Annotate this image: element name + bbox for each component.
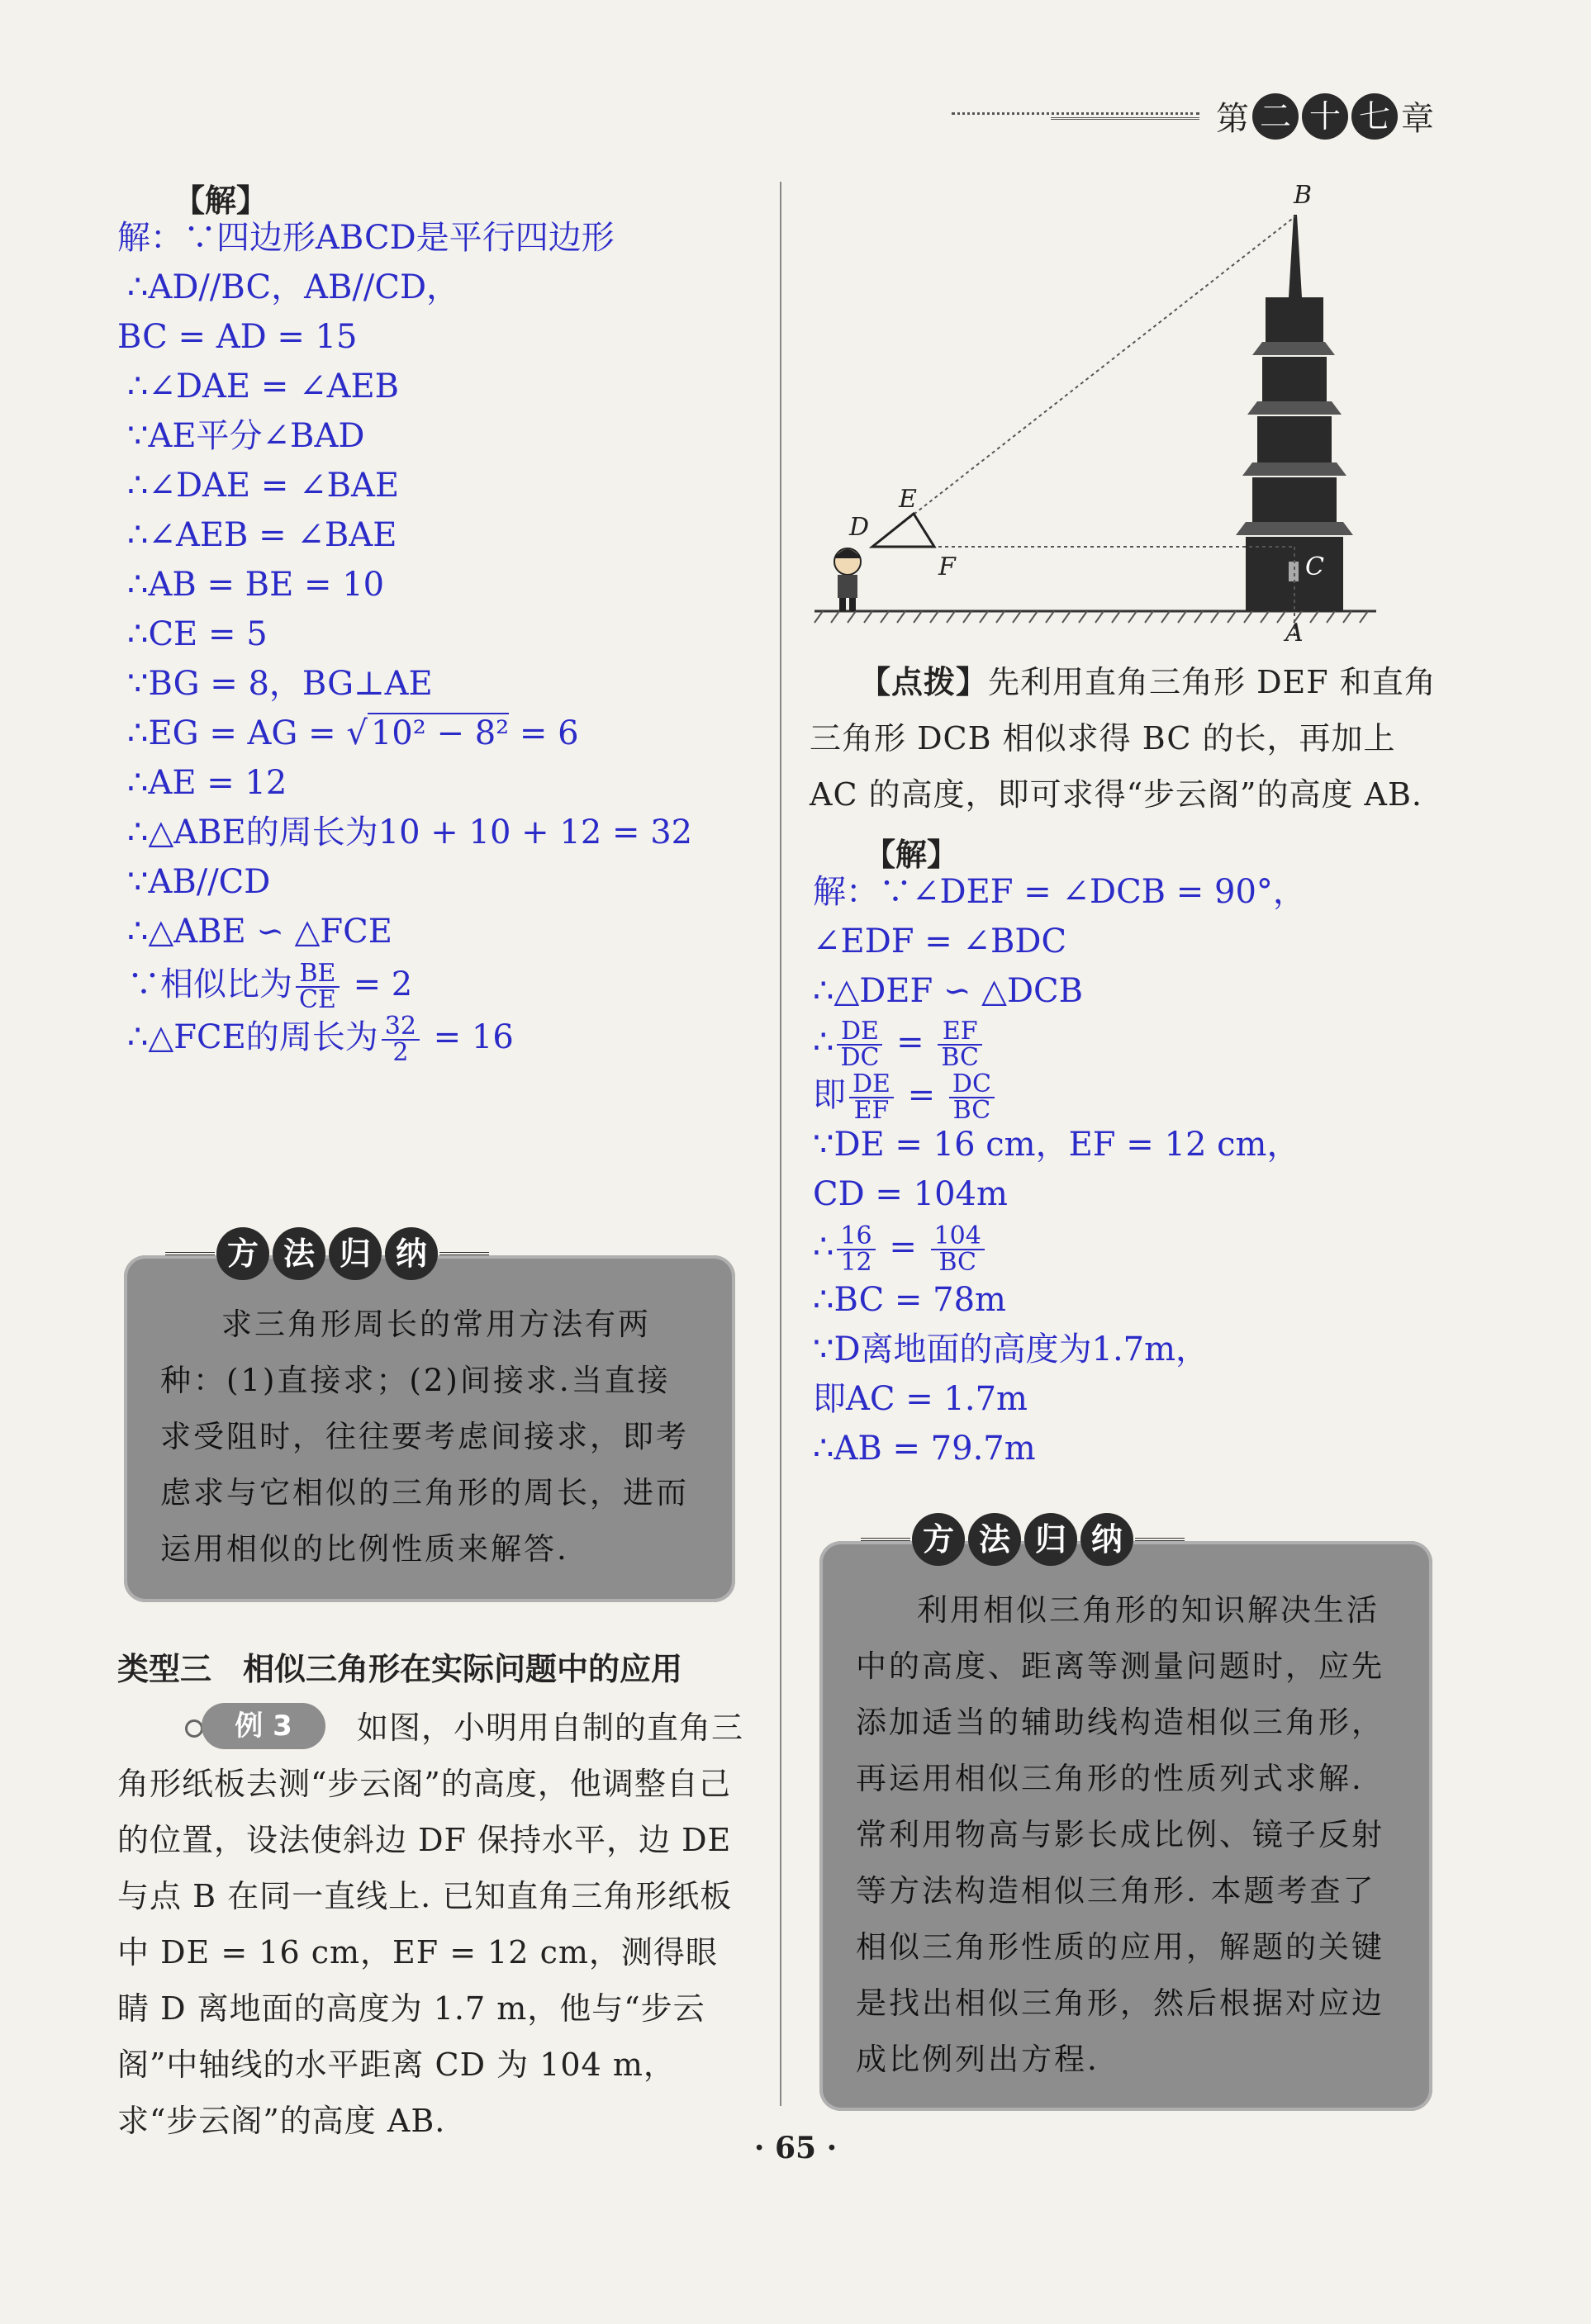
page-number: · 65 · [753, 2131, 838, 2165]
title-char: 归 [1024, 1513, 1077, 1566]
label-C: C [1305, 553, 1324, 581]
title-char: 方 [912, 1513, 965, 1566]
left-line-6: ∴∠DAE = ∠BAE [127, 467, 400, 505]
chapter-header [952, 92, 1434, 140]
header-rule [952, 109, 1199, 124]
example-text: 如图，小明用自制的直角三角形纸板去测“步云阁”的高度，他调整自己的位置，设法使斜边 DF 保持水平，边 DE 与点 B 在同一直线上. 已知直角三角形纸板中 DE = 16 cm，EF = 12 cm，测得眼睛 D 离地面的高度为 1.7 m，他与“步云阁”中轴线的水平距离 CD 为 104 m，求“步云阁”的高度 AB. [117, 1710, 744, 2139]
eg-prefix: ∴EG = AG = [127, 714, 347, 752]
right-line-2: ∠EDF = ∠BDC [813, 922, 1067, 960]
sqrt-result: = 6 [509, 714, 579, 752]
frac-num: DC [949, 1072, 995, 1098]
ratio-fraction [296, 961, 340, 1013]
chapter-title [1216, 92, 1434, 140]
title-char: 纳 [385, 1227, 438, 1280]
chapter-num-3: 七 [1351, 93, 1398, 140]
title-char: 法 [273, 1227, 325, 1280]
tip-text: 先利用直角三角形 DEF 和直角三角形 DCB 相似求得 BC 的长，再加上 AC 的高度，即可求得“步云阁”的高度 AB. [810, 664, 1437, 813]
frac-den: 12 [840, 1248, 872, 1277]
example-badge-label: 例 3 [202, 1703, 325, 1749]
chapter-suffix: 章 [1401, 100, 1434, 138]
frac-prefix: 即 [813, 1076, 846, 1114]
method-box-1 [124, 1235, 735, 1602]
right-solution-label: 【解】 [864, 836, 959, 873]
chapter-num-1: 二 [1252, 93, 1299, 140]
sqrt-expr: 10² − 8² [368, 713, 509, 752]
label-E: E [899, 485, 917, 514]
title-char: 方 [216, 1227, 269, 1280]
right-line-5: CD = 104m [813, 1175, 1008, 1213]
left-line-7: ∴∠AEB = ∠BAE [127, 516, 397, 554]
perim-fraction [382, 1014, 420, 1065]
frac-prefix: ∴ [813, 1023, 834, 1061]
perim-den: 2 [392, 1038, 409, 1067]
left-line-4: ∴∠DAE = ∠AEB [127, 368, 400, 406]
pagoda-figure [806, 173, 1384, 644]
frac-den: EF [853, 1096, 890, 1125]
boy-icon [834, 548, 861, 611]
fraction [837, 1221, 875, 1277]
left-line-15: ∴△ABE ∽ △FCE [127, 913, 392, 951]
type-heading: 类型三 相似三角形在实际问题中的应用 [117, 1651, 683, 1687]
column-divider [780, 182, 781, 2106]
frac-den: DC [840, 1043, 880, 1072]
pagoda-icon [1236, 215, 1353, 611]
frac-den: BC [941, 1043, 979, 1072]
fraction [938, 1019, 982, 1070]
left-line-17 [127, 1013, 514, 1065]
label-A: A [1285, 619, 1304, 644]
frac-num: 16 [837, 1224, 875, 1250]
left-line-14: ∵AB//CD [127, 863, 271, 901]
sight-line [872, 216, 1295, 547]
frac-num: DE [837, 1019, 882, 1046]
ratio-den: CE [299, 985, 336, 1014]
right-line-8: 即AC = 1.7m [813, 1380, 1028, 1418]
left-line-11: ∴EG = AG = √ 10² − 8² = 6 [127, 714, 579, 752]
title-char: 归 [329, 1227, 382, 1280]
tip-label: 【点拨】 [859, 663, 989, 700]
frac-den: BC [952, 1096, 991, 1125]
fraction [949, 1072, 995, 1123]
perim-num: 32 [382, 1014, 420, 1041]
frac-num: 104 [931, 1224, 985, 1250]
left-line-16 [127, 960, 412, 1013]
method-box-1-text: 求三角形周长的常用方法有两种：(1)直接求；(2)间接求.当直接求受阻时，往往要考虑间接求，即考虑求与它相似的三角形的周长，进而运用相似的比例性质来解答. [160, 1307, 689, 1567]
frac-den: BC [938, 1248, 976, 1277]
right-line-1: 解：∵∠DEF = ∠DCB = 90°， [813, 873, 1306, 911]
tip-paragraph [810, 654, 1454, 823]
left-line-12: ∴AE = 12 [127, 764, 287, 802]
ratio-prefix: ∵相似比为 [127, 965, 292, 1003]
right-line-7: ∵D离地面的高度为1.7m， [813, 1330, 1209, 1368]
left-solution-label: 【解】 [173, 182, 268, 219]
left-line-5: ∵AE平分∠BAD [127, 417, 365, 455]
left-line-1: 解：∵四边形ABCD是平行四边形 [117, 219, 615, 257]
triangle-board [872, 514, 934, 547]
perim-rest: = 16 [422, 1018, 514, 1056]
frac-prefix: ∴ [813, 1228, 834, 1266]
method-box-2-text: 利用相似三角形的知识解决生活中的高度、距离等测量问题时，应先添加适当的辅助线构造相似三角形，再运用相似三角形的性质列式求解. 常利用物高与影长成比例、镜子反射等方法构造相似三角形. 本题考查了相似三角形性质的应用，解题的关键是找出相似三角形，然后根据对应边成比例列出方程. [856, 1592, 1384, 2077]
left-line-10: ∵BG = 8，BG⊥AE [127, 665, 433, 703]
right-line-9: ∴AB = 79.7m [813, 1430, 1036, 1468]
fraction [837, 1019, 882, 1070]
chapter-num-2: 十 [1302, 93, 1348, 140]
right-frac-line-2: 即 $\frac{DE}{EF}$ = $\frac{DC}{BC}$ [813, 1070, 998, 1123]
method-box-1-title [165, 1227, 489, 1280]
right-frac-line-3: ∴ $\frac{16}{12}$ = $\frac{104}{BC}$ [813, 1222, 988, 1275]
title-char: 法 [968, 1513, 1021, 1566]
title-char: 纳 [1080, 1513, 1133, 1566]
label-B: B [1294, 181, 1313, 210]
left-line-13: ∴△ABE的周长为10 + 10 + 12 = 32 [127, 813, 693, 851]
right-line-4: ∵DE = 16 cm，EF = 12 cm， [813, 1126, 1300, 1164]
right-line-6: ∴BC = 78m [813, 1281, 1006, 1319]
left-line-8: ∴AB = BE = 10 [127, 566, 385, 604]
frac-num: EF [938, 1019, 982, 1046]
ratio-num: BE [296, 961, 340, 988]
method-box-2-title [861, 1513, 1185, 1566]
fraction [849, 1072, 894, 1123]
ratio-rest: = 2 [342, 965, 413, 1003]
fraction [931, 1221, 985, 1277]
right-line-3: ∴△DEF ∽ △DCB [813, 972, 1084, 1010]
right-frac-line-1: ∴ $\frac{DE}{DC}$ = $\frac{EF}{BC}$ [813, 1017, 985, 1070]
frac-num: DE [849, 1072, 894, 1098]
method-box-2 [819, 1520, 1432, 2111]
left-line-3: BC = AD = 15 [117, 318, 358, 356]
perim-prefix: ∴△FCE的周长为 [127, 1018, 378, 1056]
left-line-9: ∴CE = 5 [127, 615, 268, 653]
label-D: D [849, 513, 870, 542]
label-F: F [938, 553, 956, 581]
left-line-2: ∴AD//BC，AB//CD， [127, 268, 460, 306]
chapter-prefix: 第 [1216, 100, 1249, 138]
